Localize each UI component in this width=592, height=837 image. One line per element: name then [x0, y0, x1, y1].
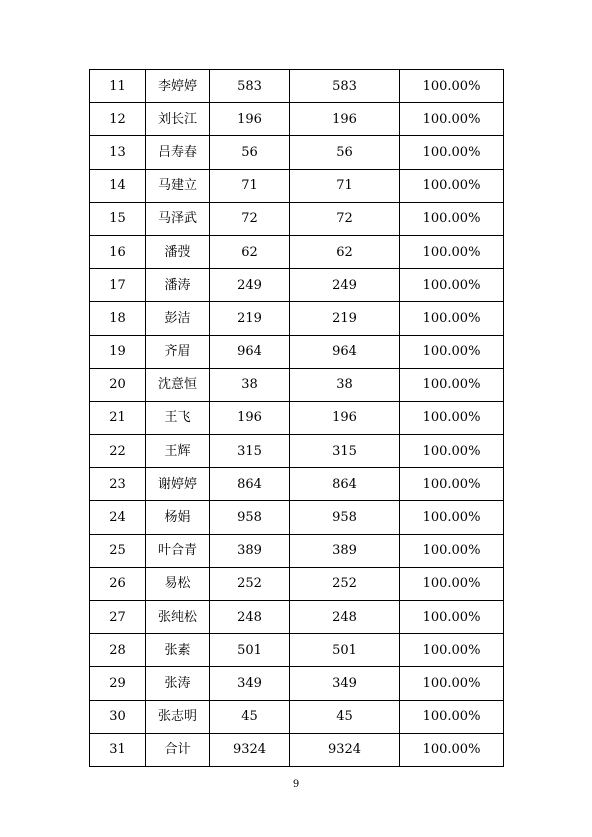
- row-number-cell: 21: [90, 401, 146, 434]
- row-number-cell: 12: [90, 103, 146, 136]
- value-a-cell: 196: [210, 103, 290, 136]
- value-a-cell: 45: [210, 700, 290, 733]
- rate-cell: 100.00%: [400, 468, 504, 501]
- table-row: [90, 103, 504, 136]
- value-a-cell: 62: [210, 235, 290, 268]
- total-value-a-cell: 9324: [210, 733, 290, 766]
- name-cell: 潘弢: [146, 235, 210, 268]
- value-a-cell: 219: [210, 302, 290, 335]
- row-number-cell: 25: [90, 534, 146, 567]
- row-number-cell: 22: [90, 435, 146, 468]
- total-row: [90, 733, 504, 766]
- rate-cell: 100.00%: [400, 269, 504, 302]
- row-number-cell: 29: [90, 667, 146, 700]
- name-cell: 马建立: [146, 169, 210, 202]
- value-a-cell: 958: [210, 501, 290, 534]
- rate-cell: 100.00%: [400, 235, 504, 268]
- table-row: [90, 235, 504, 268]
- name-cell: 张志明: [146, 700, 210, 733]
- name-cell: 张素: [146, 634, 210, 667]
- value-a-cell: 252: [210, 567, 290, 600]
- row-number-cell: 28: [90, 634, 146, 667]
- name-cell: 彭洁: [146, 302, 210, 335]
- rate-cell: 100.00%: [400, 103, 504, 136]
- name-cell: 沈意恒: [146, 368, 210, 401]
- table-row: [90, 634, 504, 667]
- value-b-cell: 196: [290, 401, 400, 434]
- value-a-cell: 72: [210, 202, 290, 235]
- rate-cell: 100.00%: [400, 70, 504, 103]
- value-b-cell: 56: [290, 136, 400, 169]
- rate-cell: 100.00%: [400, 534, 504, 567]
- table-row: [90, 136, 504, 169]
- name-cell: 潘涛: [146, 269, 210, 302]
- value-b-cell: 62: [290, 235, 400, 268]
- total-label-cell: 合计: [146, 733, 210, 766]
- rate-cell: 100.00%: [400, 634, 504, 667]
- row-number-cell: 15: [90, 202, 146, 235]
- value-b-cell: 71: [290, 169, 400, 202]
- name-cell: 齐眉: [146, 335, 210, 368]
- name-cell: 张纯松: [146, 601, 210, 634]
- table-row: [90, 202, 504, 235]
- table-row: [90, 501, 504, 534]
- row-number-cell: 17: [90, 269, 146, 302]
- table-row: [90, 70, 504, 103]
- value-a-cell: 501: [210, 634, 290, 667]
- table-row: [90, 302, 504, 335]
- name-cell: 易松: [146, 567, 210, 600]
- rate-cell: 100.00%: [400, 667, 504, 700]
- value-a-cell: 349: [210, 667, 290, 700]
- data-table: [89, 69, 504, 767]
- table-row: [90, 169, 504, 202]
- value-b-cell: 964: [290, 335, 400, 368]
- row-number-cell: 11: [90, 70, 146, 103]
- row-number-cell: 27: [90, 601, 146, 634]
- rate-cell: 100.00%: [400, 501, 504, 534]
- value-b-cell: 219: [290, 302, 400, 335]
- name-cell: 叶合青: [146, 534, 210, 567]
- table-row: [90, 269, 504, 302]
- table-row: [90, 368, 504, 401]
- value-b-cell: 389: [290, 534, 400, 567]
- value-b-cell: 583: [290, 70, 400, 103]
- rate-cell: 100.00%: [400, 335, 504, 368]
- name-cell: 马泽武: [146, 202, 210, 235]
- row-number-cell: 31: [90, 733, 146, 766]
- rate-cell: 100.00%: [400, 302, 504, 335]
- value-a-cell: 583: [210, 70, 290, 103]
- value-b-cell: 501: [290, 634, 400, 667]
- value-b-cell: 864: [290, 468, 400, 501]
- row-number-cell: 14: [90, 169, 146, 202]
- row-number-cell: 23: [90, 468, 146, 501]
- value-a-cell: 71: [210, 169, 290, 202]
- table-row: [90, 435, 504, 468]
- row-number-cell: 20: [90, 368, 146, 401]
- value-b-cell: 45: [290, 700, 400, 733]
- table-row: [90, 700, 504, 733]
- value-a-cell: 315: [210, 435, 290, 468]
- value-b-cell: 249: [290, 269, 400, 302]
- rate-cell: 100.00%: [400, 368, 504, 401]
- name-cell: 刘长江: [146, 103, 210, 136]
- value-a-cell: 38: [210, 368, 290, 401]
- table-row: [90, 534, 504, 567]
- row-number-cell: 30: [90, 700, 146, 733]
- value-a-cell: 389: [210, 534, 290, 567]
- value-a-cell: 964: [210, 335, 290, 368]
- total-value-b-cell: 9324: [290, 733, 400, 766]
- table-row: [90, 567, 504, 600]
- rate-cell: 100.00%: [400, 567, 504, 600]
- value-b-cell: 349: [290, 667, 400, 700]
- value-b-cell: 252: [290, 567, 400, 600]
- row-number-cell: 18: [90, 302, 146, 335]
- name-cell: 李婷婷: [146, 70, 210, 103]
- name-cell: 杨娟: [146, 501, 210, 534]
- row-number-cell: 16: [90, 235, 146, 268]
- table-row: [90, 601, 504, 634]
- data-table-container: [89, 69, 503, 767]
- rate-cell: 100.00%: [400, 401, 504, 434]
- value-b-cell: 38: [290, 368, 400, 401]
- value-b-cell: 196: [290, 103, 400, 136]
- name-cell: 谢婷婷: [146, 468, 210, 501]
- rate-cell: 100.00%: [400, 202, 504, 235]
- value-b-cell: 248: [290, 601, 400, 634]
- row-number-cell: 19: [90, 335, 146, 368]
- row-number-cell: 13: [90, 136, 146, 169]
- value-a-cell: 864: [210, 468, 290, 501]
- rate-cell: 100.00%: [400, 601, 504, 634]
- name-cell: 张涛: [146, 667, 210, 700]
- table-row: [90, 468, 504, 501]
- rate-cell: 100.00%: [400, 435, 504, 468]
- page-number: 9: [292, 779, 300, 790]
- value-a-cell: 249: [210, 269, 290, 302]
- value-a-cell: 56: [210, 136, 290, 169]
- rate-cell: 100.00%: [400, 169, 504, 202]
- value-a-cell: 196: [210, 401, 290, 434]
- table-row: [90, 335, 504, 368]
- table-row: [90, 401, 504, 434]
- row-number-cell: 24: [90, 501, 146, 534]
- name-cell: 王飞: [146, 401, 210, 434]
- name-cell: 王辉: [146, 435, 210, 468]
- rate-cell: 100.00%: [400, 700, 504, 733]
- row-number-cell: 26: [90, 567, 146, 600]
- value-b-cell: 958: [290, 501, 400, 534]
- table-row: [90, 667, 504, 700]
- value-b-cell: 315: [290, 435, 400, 468]
- name-cell: 吕寿春: [146, 136, 210, 169]
- value-a-cell: 248: [210, 601, 290, 634]
- value-b-cell: 72: [290, 202, 400, 235]
- rate-cell: 100.00%: [400, 136, 504, 169]
- total-rate-cell: 100.00%: [400, 733, 504, 766]
